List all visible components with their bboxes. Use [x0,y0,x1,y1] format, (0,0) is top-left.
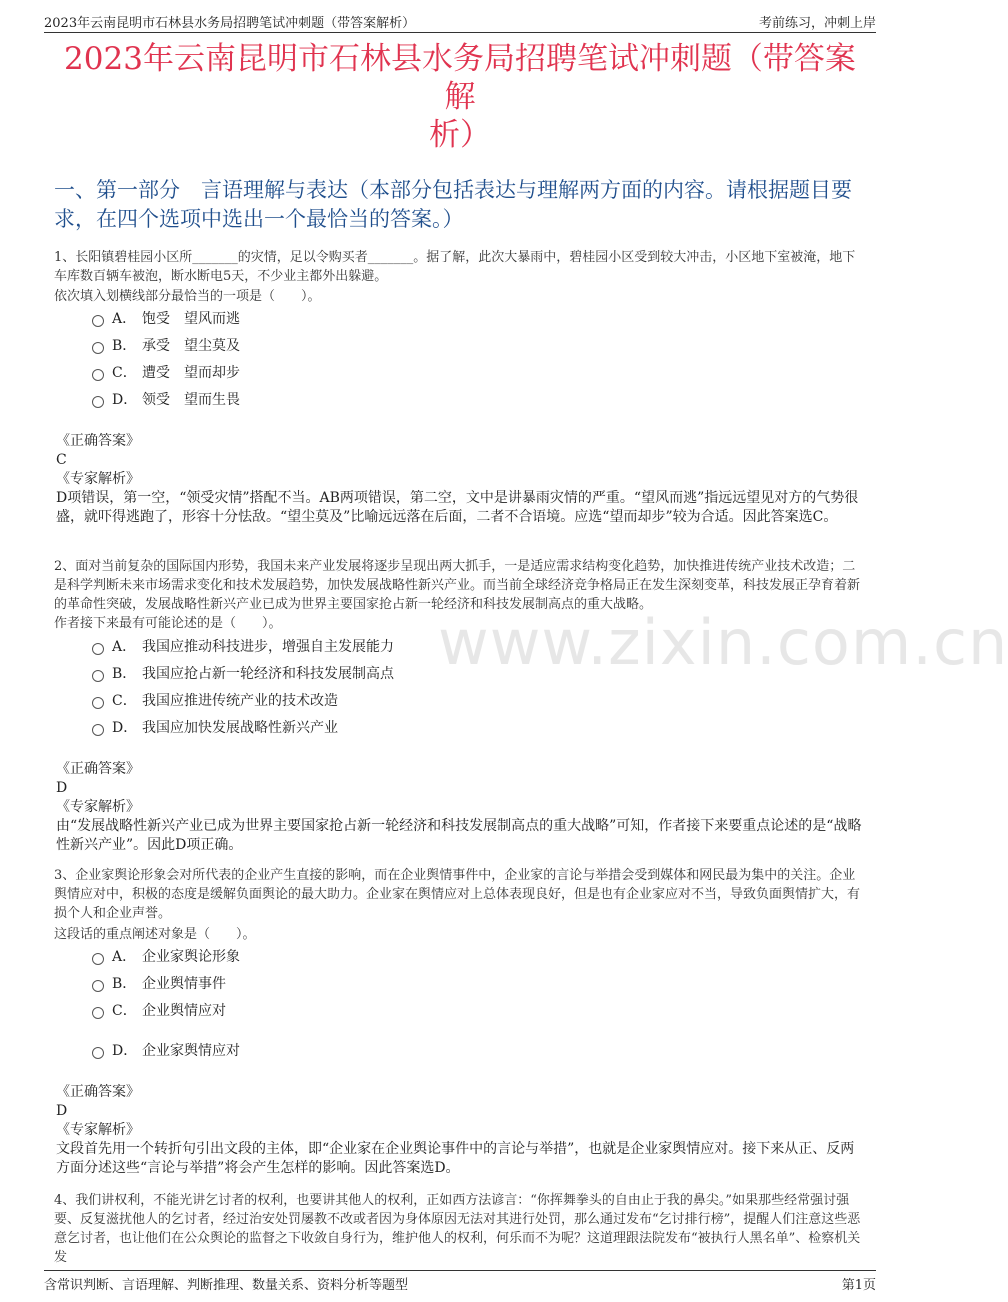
question-1-option-b[interactable]: B． 承受 望尘莫及 [92,336,240,356]
title-line-1: 2023年云南昆明市石林县水务局招聘笔试冲刺题（带答案解 [64,41,856,115]
radio-icon[interactable] [92,342,104,354]
question-1-answer-block [56,432,864,527]
question-1-option-d[interactable]: D． 领受 望而生畏 [92,390,240,410]
question-2-option-c[interactable]: C． 我国应推进传统产业的技术改造 [92,691,338,711]
watermark-text: www.zixin.com.cn [438,606,1008,679]
question-3-option-b[interactable]: B． 企业舆情事件 [92,974,226,994]
answer-label: 《正确答案》 [56,1084,140,1100]
document-title [50,40,870,154]
question-4-stem: 4、我们讲权利，不能光讲乞讨者的权利，也要讲其他人的权利，正如西方法谚言：“你挥舞拳头的自由止于我的鼻尖。”如果那些经常强讨强要、反复滋扰他人的乞讨者，经过治安处罚屡教不改或者因为身体原因无法对其进行处罚，那么通过发布“乞讨排行榜”，提醒人们注意这些恶意乞讨者，也让他们在公众舆论的监督之下收敛自身行为，维护他人的权利，何乐而不为呢？这道理跟法院发布“被执行人黑名单”、检察机关发 [54,1193,861,1265]
radio-icon[interactable] [92,1047,104,1059]
question-3-answer-block [56,1083,864,1178]
radio-icon[interactable] [92,643,104,655]
question-1-prompt: 依次填入划横线部分最恰当的一项是（ ）。 [54,289,321,304]
question-3-stem: 3、企业家舆论形象会对所代表的企业产生直接的影响，而在企业舆情事件中，企业家的言论与举措会受到媒体和网民最为集中的关注。企业舆情应对中，积极的态度是缓解负面舆论的最大助力。企业家在舆情应对上总体表现良好，但是也有企业家应对不当，导致负面舆情扩大，有损个人和企业声誉。 [54,868,861,921]
question-2-stem: 2、面对当前复杂的国际国内形势，我国未来产业发展将逐步呈现出两大抓手，一是适应需求结构变化趋势，加快推进传统产业技术改造；二是科学判断未来市场需求变化和技术发展趋势，加快发展战略性新兴产业。而当前全球经济竞争格局正在发生深刻变革，科技发展正孕育着新的革命性突破，发展战略性新兴产业已成为世界主要国家抢占新一轮经济和科技发展制高点的重大战略。 [54,559,861,612]
radio-icon[interactable] [92,670,104,682]
page-header [44,10,876,33]
radio-icon[interactable] [92,953,104,965]
header-doc-title: 2023年云南昆明市石林县水务局招聘笔试冲刺题（带答案解析） [44,16,416,31]
question-3-option-d[interactable]: D． 企业家舆情应对 [92,1041,240,1061]
answer-value: D [56,1103,68,1119]
question-1-option-c[interactable]: C． 遭受 望而却步 [92,363,240,383]
radio-icon[interactable] [92,697,104,709]
question-1-stem: 1、长阳镇碧桂园小区所_______的灾情，足以令购买者_______。据了解，此次大暴雨中，碧桂园小区受到较大冲击，小区地下室被淹，地下车库数百辆车被泡，断水断电5天，不少业主都外出躲避。 [54,250,856,284]
question-2-option-a[interactable]: A． 我国应推动科技进步，增强自主发展能力 [92,637,394,657]
radio-icon[interactable] [92,396,104,408]
section-heading: 一、第一部分 言语理解与表达（本部分包括表达与理解两方面的内容。请根据题目要求，在四个选项中选出一个最恰当的答案。） [54,178,852,231]
analysis-label: 《专家解析》 [56,1122,140,1138]
answer-label: 《正确答案》 [56,761,140,777]
question-2-prompt: 作者接下来最有可能论述的是（ ）。 [54,616,282,631]
header-slogan: 考前练习，冲刺上岸 [758,16,876,31]
page-footer [44,1270,876,1293]
question-1-option-a[interactable]: A． 饱受 望风而逃 [92,309,240,329]
question-2-answer-block [56,760,864,855]
radio-icon[interactable] [92,315,104,327]
radio-icon[interactable] [92,369,104,381]
footer-topics: 含常识判断、言语理解、判断推理、数量关系、资料分析等题型 [44,1278,409,1293]
answer-value: C [56,452,67,468]
analysis-text: 文段首先用一个转折句引出文段的主体，即“企业家在企业舆论事件中的言论与举措”，也就是企业家舆情应对。接下来从正、反两方面分述这些“言论与举措”将会产生怎样的影响。因此答案选D。 [56,1141,855,1176]
answer-value: D [56,780,68,796]
title-line-2: 析） [429,117,491,153]
page-number: 第1页 [841,1278,876,1293]
question-3-option-a[interactable]: A． 企业家舆论形象 [92,947,240,967]
analysis-text: 由“发展战略性新兴产业已成为世界主要国家抢占新一轮经济和科技发展制高点的重大战略”可知，作者接下来要重点论述的是“战略性新兴产业”。因此D项正确。 [56,818,862,853]
analysis-label: 《专家解析》 [56,471,140,487]
question-2-option-b[interactable]: B． 我国应抢占新一轮经济和科技发展制高点 [92,664,394,684]
analysis-label: 《专家解析》 [56,799,140,815]
analysis-text: D项错误，第一空，“领受灾情”搭配不当。AB两项错误，第二空，文中是讲暴雨灾情的严重。“望风而逃”指远远望见对方的气势很盛，就吓得逃跑了，形容十分怯敌。“望尘莫及”比喻远远落在后面，二者不合语境。应选“望而却步”较为合适。因此答案选C。 [56,490,859,525]
radio-icon[interactable] [92,724,104,736]
question-3-prompt: 这段话的重点阐述对象是（ ）。 [54,927,256,942]
radio-icon[interactable] [92,980,104,992]
question-2-option-d[interactable]: D． 我国应加快发展战略性新兴产业 [92,718,338,738]
question-3-option-c[interactable]: C． 企业舆情应对 [92,1001,226,1021]
radio-icon[interactable] [92,1007,104,1019]
answer-label: 《正确答案》 [56,433,140,449]
